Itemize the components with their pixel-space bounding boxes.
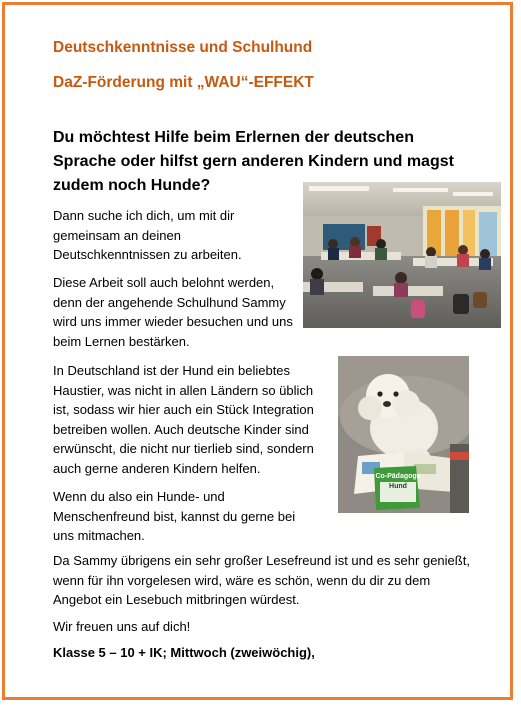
paragraph-join: Wenn du also ein Hunde- und Menschenfreund bist, kannst du gerne bei uns mitmachen. <box>53 489 296 543</box>
paragraph-closing: Wir freuen uns auf dich! <box>53 619 191 634</box>
paragraph-reading: Da Sammy übrigens ein sehr großer Lesefreund ist und es sehr genießt, wenn für ihn vorgelesen wird, wäre es schön, wenn du dir zu dem Angebot ein Lesebuch mitbringen würdest. <box>53 553 470 607</box>
intro-question: Du möchtest Hilfe beim Erlernen der deutschen Sprache oder hilfst gern anderen Kindern und magst zudem noch Hunde? <box>53 129 454 194</box>
flyer-subtitle: DaZ-Förderung mit „WAU“-EFFEKT <box>53 74 314 91</box>
paragraph-invite: Dann suche ich dich, um mit dir gemeinsam an deinen Deutschkenntnissen zu arbeiten. <box>53 208 242 262</box>
paragraph-integration: In Deutschland ist der Hund ein beliebtes Haustier, was nicht in allen Ländern so üblich ist, sodass wir hier auch ein Stück Integration betreiben wollen. Auch deutsche Kinder sind erwünscht, die nicht nur tierlieb sind, sondern auch gerne anderen Kindern helfen. <box>53 363 314 476</box>
flyer-title: Deutschkenntnisse und Schulhund <box>53 39 313 56</box>
book-title-line1: Co-Pädagoge <box>375 473 421 480</box>
paragraph-reward: Diese Arbeit soll auch belohnt werden, denn der angehende Schulhund Sammy wird uns immer wieder besuchen und uns beim Lernen bestärken. <box>53 275 293 349</box>
flyer-page <box>2 2 513 700</box>
schedule-info: Klasse 5 – 10 + IK; Mittwoch (zweiwöchig), <box>53 645 315 660</box>
book-title-line2: Hund <box>389 483 407 490</box>
dog-photo <box>338 356 469 513</box>
classroom-photo <box>303 182 501 328</box>
